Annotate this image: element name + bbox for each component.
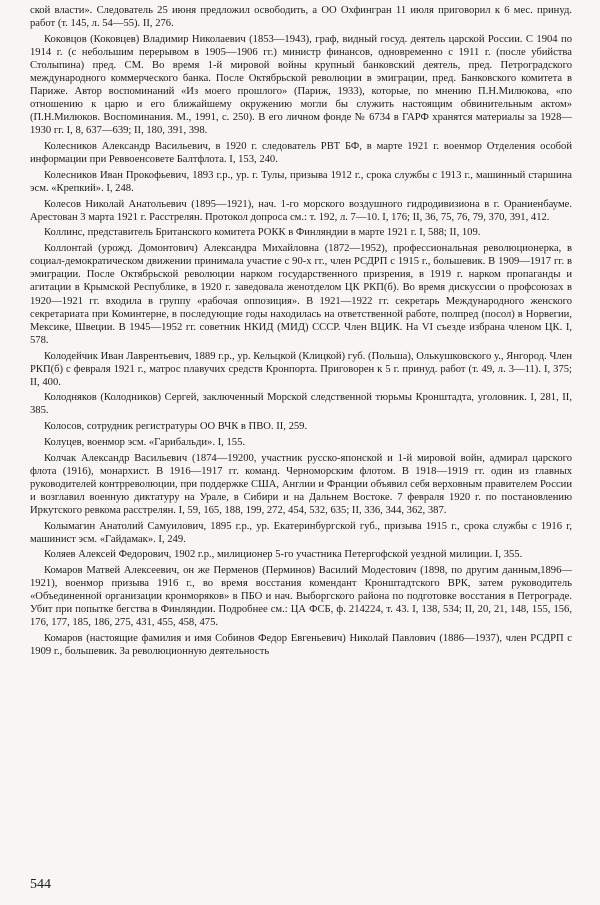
entry-kolosov: Колосов, сотрудник регистратуры ОО ВЧК в ПВО. II, 259.	[44, 421, 308, 433]
entry-kolchak: Колчак Александр Васильевич (1874—19200, участник русско-японской и 1-й мировой войн, адмирал царского флота (1916), монархист. В 1916—1917 гг. команд. Черноморским флотом. В 1918—1919 гг. один из главных руководителей контрреволюции, при поддержке США, Англии и Франции объявил себя верховным правителем России и возглавил военную диктатуру на Урале, в Сибири и на Дальнем Востоке. 7 февраля 1920 г. по постановлению Иркутского ревкома расстрелян. I, 59, 165, 188, 199, 272, 454, 532, 635; II, 336, 344, 362, 387.	[30, 452, 572, 516]
entry-kolesov: Колесов Николай Анатольевич (1895—1921), нач. 1-го морского воздушного гидродивизиона в г. Ораниенбауме. Арестован 3 марта 1921 г. Расстрелян. Протокол допроса см.: т. 192, л. 7—10. I, 176; II, 36, 75, 76, 79, 370, 391, 412.	[30, 198, 572, 223]
entry-kollontai: Коллонтай (урожд. Домонтович) Александра Михайловна (1872—1952), профессиональная революционерка, в социал-демократическом движении принимала участие с 90-х гг., член РСДРП с 1915 г., большевик. В 1909—1917 гг. в эмиграции. После Октябрьской революции нарком государственного призрения, в 1919 г. нарком пропаганды и агитации в Крымской Республике, в 1920 г. заведовала женотделом ЦК РКП(б). Во время дискуссии о профсоюзах в 1920—1921 гг. входила в группу «рабочая оппозиция». В 1921—1922 гг. секретарь Международного женского секретариата при Коминтерне, в последующие годы находилась на ответственной работе, полпред (посол) в Норвегии, Мексике, Швеции. В 1945—1952 гг. советник НКИД (МИД) СССР. Член ВЦИК. На VI съезде избрана членом ЦК. I, 578.	[30, 243, 572, 346]
entry-kolodeichik: Колодейчик Иван Лаврентьевич, 1889 г.р., ур. Кельцкой (Клицкой) губ. (Польша), Олькушковского у., Янгород. Член РКП(б) с февраля 1921 г., матрос плавучих средств Кронпорта. Приговорен к 5 г. принуд. работ (т. 49, л. 3—11). I, 375; II, 400.	[30, 350, 572, 388]
entry-kolymagin: Колымагин Анатолий Самуилович, 1895 г.р., ур. Екатеринбургской губ., призыва 1915 г., срока службы с 1916 г, машинист эсм. «Гайдамак». I, 249.	[30, 520, 572, 545]
entry-kolesnikov-aleksandr: Колесников Александр Васильевич, в 1920 г. следователь РВТ БФ, в марте 1921 г. военмор Отделения особой информации при Реввоенсовете Балтфлота. I, 153, 240.	[30, 141, 572, 166]
entry-kolutsev: Колуцев, военмор эсм. «Гарибальди». I, 155.	[44, 436, 246, 448]
entry-kolyaev: Коляев Алексей Федорович, 1902 г.р., милиционер 5-го участника Петергофской уездной милиции. I, 355.	[44, 549, 523, 561]
entry-komarov-matvei: Комаров Матвей Алексеевич, он же Перменов (Перминов) Василий Модестович (1898, по другим данным,1896—1921), военмор призыва 1916 г., во время восстания комендант Кронштадтского ВРК, затем руководитель «Объединенной организации кронморяков» в ПБО и нач. Выборгского района по подготовке восстания в Петрограде. Убит при попытке бегства в Финляндии. Подробнее см.: ЦА ФСБ, ф. 214224, т. 43. I, 138, 534; II, 20, 21, 148, 155, 156, 176, 177, 185, 186, 275, 431, 455, 458, 475.	[30, 565, 572, 629]
entry-komarov-nikolai: Комаров (настоящие фамилия и имя Собинов Федор Евгеньевич) Николай Павлович (1886—1937), член РСДРП с 1909 г., большевик. За революционную деятельность	[30, 633, 572, 658]
entry-kollins: Коллинс, представитель Британского комитета РОКК в Финляндии в марте 1921 г. I, 588; II, 109.	[44, 227, 481, 239]
entry-kolesnikov-ivan: Колесников Иван Прокофьевич, 1893 г.р., ур. г. Тулы, призыва 1912 г., срока службы с 1913 г., машинный старшина эсм. «Крепкий». I, 248.	[30, 169, 572, 194]
entry-kolodnyakov: Колодняков (Колодников) Сергей, заключенный Морской следственной тюрьмы Кронштадта, уголовник. I, 281, II, 385.	[30, 392, 572, 417]
entry-kokovtsov: Коковцов (Коковцев) Владимир Николаевич (1853—1943), граф, видный госуд. деятель царской России. С 1904 по 1914 г. (с небольшим перерывом в 1905—1906 гг.) министр финансов, одновременно с 1911 г. (после убийства Столыпина) пред. СМ. Во время 1-й мировой войны крупный банковский деятель, пред. Петроградского международного коммерческого банка. После Октябрьской революции в эмиграции, пред. Банковского комитета в Париже. Автор воспоминаний «Из моего прошлого» (Париж, 1933), которые, по мнению П.Н.Милюкова, «по отношению к царю и его ближайшему окружению могли бы служить настоящим обвинительным актом» (П.Н.Милюков. Воспоминания. М., 1991, с. 250). В его личном фонде № 6734 в ГАРФ хранятся материалы за 1928—1930 гг. I, 8, 637—639; II, 180, 391, 398.	[30, 33, 572, 137]
entry-continuation: ской власти». Следователь 25 июня предложил освободить, а ОО Охфингран 11 июля приговорил к 6 мес. принуд. работ (т. 145, л. 54—55). II, 276.	[30, 5, 572, 30]
page-number: 544	[30, 877, 51, 892]
